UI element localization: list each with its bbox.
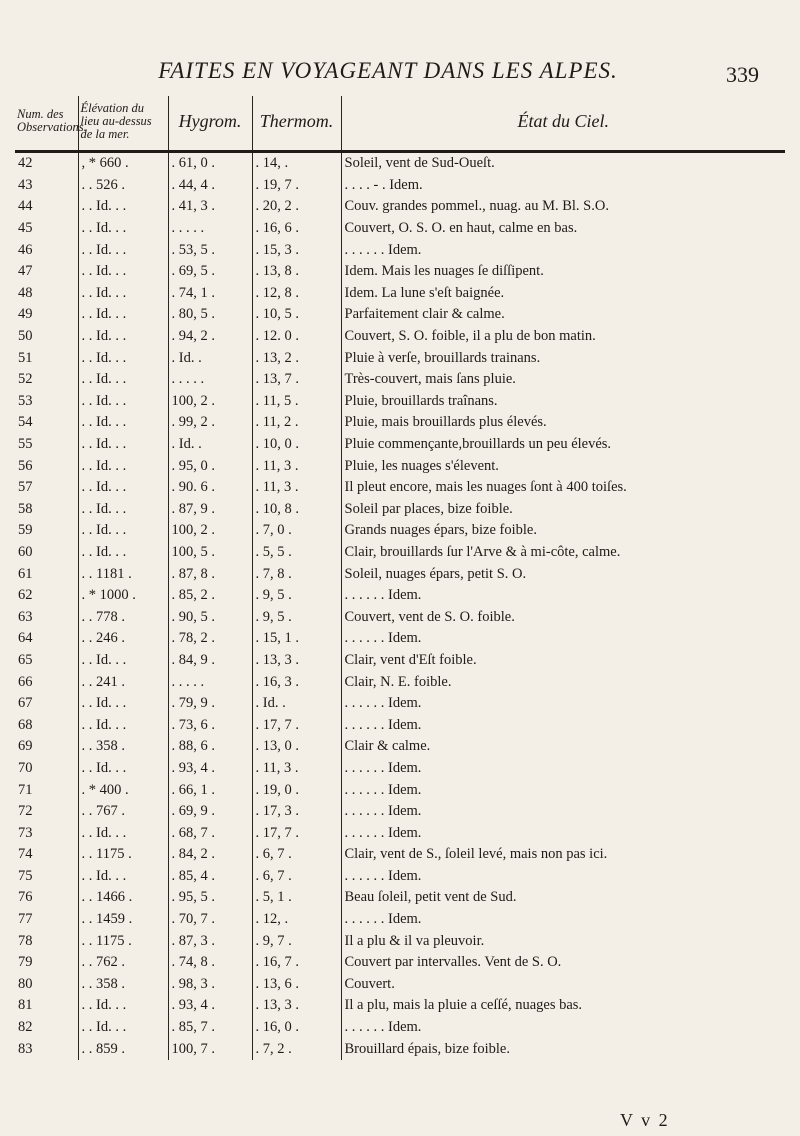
cell-sky-state: Couvert, vent de S. O. foible.	[341, 606, 785, 628]
cell-elevation: . . 1175 .	[78, 930, 168, 952]
cell-observation-number: 56	[18, 457, 33, 474]
cell-sky-state: . . . . . . Idem.	[341, 1017, 785, 1039]
table-row	[15, 974, 785, 996]
table-row	[15, 542, 785, 564]
table-row	[15, 347, 785, 369]
table-row	[15, 369, 785, 391]
table-row	[15, 952, 785, 974]
cell-thermometer: . 12, 8 .	[252, 283, 341, 305]
cell-sky-state: . . . . . . Idem.	[341, 801, 785, 823]
cell-hygrometer: . 87, 9 .	[168, 499, 252, 521]
cell-sky-state: Clair, vent de S., ſoleil levé, mais non pas ici.	[341, 844, 785, 866]
table-row	[15, 866, 785, 888]
cell-sky-state: . . . . . . Idem.	[341, 779, 785, 801]
table-row	[15, 434, 785, 456]
table-row	[15, 714, 785, 736]
cell-sky-state: . . . . . . Idem.	[341, 628, 785, 650]
cell-observation-number: 62	[18, 587, 33, 604]
cell-hygrometer: . 80, 5 .	[168, 304, 252, 326]
cell-sky-state: Idem. La lune s'eſt baignée.	[341, 283, 785, 305]
cell-elevation: . . Id. . .	[78, 304, 168, 326]
table-row	[15, 801, 785, 823]
cell-sky-state: . . . . . . Idem.	[341, 239, 785, 261]
cell-hygrometer: . 69, 9 .	[168, 801, 252, 823]
cell-observation-number: 77	[18, 911, 33, 928]
cell-elevation: . . Id. . .	[78, 542, 168, 564]
cell-elevation: . . 246 .	[78, 628, 168, 650]
cell-hygrometer: . 88, 6 .	[168, 736, 252, 758]
cell-elevation: . . Id. . .	[78, 520, 168, 542]
table-row	[15, 477, 785, 499]
cell-observation-number: 78	[18, 932, 33, 949]
cell-thermometer: . 7, 0 .	[252, 520, 341, 542]
table-row	[15, 152, 785, 175]
cell-thermometer: . 10, 8 .	[252, 499, 341, 521]
cell-elevation: . . Id. . .	[78, 218, 168, 240]
cell-hygrometer: . 66, 1 .	[168, 779, 252, 801]
cell-observation-number: 45	[18, 220, 33, 237]
cell-sky-state: Il a plu, mais la pluie a ceſſé, nuages bas.	[341, 995, 785, 1017]
cell-sky-state: Clair, N. E. foible.	[341, 671, 785, 693]
cell-hygrometer: . 93, 4 .	[168, 995, 252, 1017]
cell-thermometer: . 17, 3 .	[252, 801, 341, 823]
cell-elevation: . . Id. . .	[78, 499, 168, 521]
cell-hygrometer: . 69, 5 .	[168, 261, 252, 283]
cell-thermometer: . 17, 7 .	[252, 714, 341, 736]
cell-hygrometer: 100, 2 .	[168, 520, 252, 542]
cell-thermometer: . 5, 5 .	[252, 542, 341, 564]
cell-sky-state: Clair & calme.	[341, 736, 785, 758]
cell-observation-number: 82	[18, 1019, 33, 1036]
table-row	[15, 779, 785, 801]
cell-observation-number: 70	[18, 759, 33, 776]
cell-sky-state: . . . . . . Idem.	[341, 909, 785, 931]
cell-observation-number: 47	[18, 263, 33, 280]
cell-elevation: . . Id. . .	[78, 650, 168, 672]
cell-thermometer: . 13, 8 .	[252, 261, 341, 283]
table-row	[15, 304, 785, 326]
table-row	[15, 326, 785, 348]
col-header-elevation: Élévation du lieu au-dessus de la mer.	[78, 96, 168, 152]
cell-thermometer: . 13, 3 .	[252, 995, 341, 1017]
cell-hygrometer: . 74, 1 .	[168, 283, 252, 305]
cell-elevation: . . Id. . .	[78, 283, 168, 305]
cell-elevation: . . Id. . .	[78, 758, 168, 780]
cell-elevation: . . Id. . .	[78, 693, 168, 715]
table-row	[15, 887, 785, 909]
cell-hygrometer: . 99, 2 .	[168, 412, 252, 434]
cell-hygrometer: . 90, 5 .	[168, 606, 252, 628]
cell-elevation: . . 1175 .	[78, 844, 168, 866]
cell-observation-number: 54	[18, 414, 33, 431]
cell-thermometer: . 11, 2 .	[252, 412, 341, 434]
cell-observation-number: 58	[18, 500, 33, 517]
cell-sky-state: Soleil, vent de Sud-Oueſt.	[341, 152, 785, 175]
cell-thermometer: . 7, 8 .	[252, 563, 341, 585]
cell-elevation: . * 1000 .	[78, 585, 168, 607]
cell-hygrometer: 100, 2 .	[168, 391, 252, 413]
cell-observation-number: 69	[18, 738, 33, 755]
table-row	[15, 412, 785, 434]
cell-observation-number: 79	[18, 954, 33, 971]
table-row	[15, 909, 785, 931]
cell-hygrometer: . 85, 7 .	[168, 1017, 252, 1039]
cell-observation-number: 61	[18, 565, 33, 582]
cell-hygrometer: . 87, 8 .	[168, 563, 252, 585]
cell-elevation: . . Id. . .	[78, 347, 168, 369]
cell-hygrometer: . 74, 8 .	[168, 952, 252, 974]
cell-hygrometer: . . . . .	[168, 671, 252, 693]
cell-sky-state: Soleil par places, bize foible.	[341, 499, 785, 521]
cell-observation-number: 65	[18, 651, 33, 668]
cell-hygrometer: . 98, 3 .	[168, 974, 252, 996]
cell-observation-number: 51	[18, 349, 33, 366]
table-row	[15, 196, 785, 218]
cell-thermometer: . 15, 3 .	[252, 239, 341, 261]
cell-thermometer: . Id. .	[252, 693, 341, 715]
cell-sky-state: Pluie commençante,brouillards un peu élevés.	[341, 434, 785, 456]
cell-elevation: . . Id. . .	[78, 714, 168, 736]
cell-hygrometer: . 87, 3 .	[168, 930, 252, 952]
cell-sky-state: Clair, brouillards ſur l'Arve & à mi-côte, calme.	[341, 542, 785, 564]
cell-elevation: . . 358 .	[78, 736, 168, 758]
table-header-row	[15, 96, 785, 152]
cell-sky-state: . . . . - . Idem.	[341, 175, 785, 197]
cell-thermometer: . 11, 3 .	[252, 455, 341, 477]
cell-observation-number: 71	[18, 781, 33, 798]
cell-thermometer: . 17, 7 .	[252, 822, 341, 844]
cell-sky-state: Beau ſoleil, petit vent de Sud.	[341, 887, 785, 909]
cell-sky-state: Pluie à verſe, brouillards trainans.	[341, 347, 785, 369]
cell-hygrometer: . 85, 4 .	[168, 866, 252, 888]
cell-hygrometer: . 68, 7 .	[168, 822, 252, 844]
cell-elevation: . . Id. . .	[78, 995, 168, 1017]
table-row	[15, 650, 785, 672]
cell-elevation: . . Id. . .	[78, 326, 168, 348]
cell-thermometer: . 6, 7 .	[252, 866, 341, 888]
cell-thermometer: . 9, 7 .	[252, 930, 341, 952]
cell-elevation: . . 762 .	[78, 952, 168, 974]
cell-hygrometer: 100, 5 .	[168, 542, 252, 564]
table-row	[15, 283, 785, 305]
cell-hygrometer: . 90. 6 .	[168, 477, 252, 499]
cell-hygrometer: . 61, 0 .	[168, 152, 252, 175]
cell-sky-state: . . . . . . Idem.	[341, 822, 785, 844]
cell-elevation: . . Id. . .	[78, 822, 168, 844]
cell-thermometer: . 16, 3 .	[252, 671, 341, 693]
col-header-thermometer: Thermom.	[252, 96, 341, 152]
cell-thermometer: . 19, 7 .	[252, 175, 341, 197]
cell-observation-number: 49	[18, 306, 33, 323]
cell-sky-state: Brouillard épais, bize foible.	[341, 1038, 785, 1060]
cell-observation-number: 81	[18, 997, 33, 1014]
cell-observation-number: 53	[18, 392, 33, 409]
table-row	[15, 1017, 785, 1039]
cell-thermometer: . 13, 3 .	[252, 650, 341, 672]
cell-hygrometer: 100, 7 .	[168, 1038, 252, 1060]
cell-elevation: . . Id. . .	[78, 261, 168, 283]
table-row	[15, 844, 785, 866]
cell-observation-number: 46	[18, 241, 33, 258]
cell-sky-state: . . . . . . Idem.	[341, 693, 785, 715]
cell-hygrometer: . Id. .	[168, 434, 252, 456]
cell-hygrometer: . 79, 9 .	[168, 693, 252, 715]
cell-elevation: . . 1459 .	[78, 909, 168, 931]
cell-thermometer: . 10, 0 .	[252, 434, 341, 456]
cell-hygrometer: . 70, 7 .	[168, 909, 252, 931]
cell-thermometer: . 10, 5 .	[252, 304, 341, 326]
cell-observation-number: 52	[18, 371, 33, 388]
cell-thermometer: . 16, 6 .	[252, 218, 341, 240]
table-row	[15, 218, 785, 240]
cell-observation-number: 59	[18, 522, 33, 539]
cell-thermometer: . 13, 2 .	[252, 347, 341, 369]
cell-elevation: . * 400 .	[78, 779, 168, 801]
table-row	[15, 499, 785, 521]
cell-thermometer: . 16, 7 .	[252, 952, 341, 974]
cell-observation-number: 76	[18, 889, 33, 906]
cell-hygrometer: . Id. .	[168, 347, 252, 369]
cell-sky-state: Clair, vent d'Eſt foible.	[341, 650, 785, 672]
cell-elevation: . . 778 .	[78, 606, 168, 628]
table-row	[15, 455, 785, 477]
cell-thermometer: . 9, 5 .	[252, 606, 341, 628]
cell-observation-number: 63	[18, 608, 33, 625]
cell-observation-number: 48	[18, 284, 33, 301]
cell-sky-state: Soleil, nuages épars, petit S. O.	[341, 563, 785, 585]
table-row	[15, 239, 785, 261]
cell-observation-number: 68	[18, 716, 33, 733]
cell-hygrometer: . 84, 2 .	[168, 844, 252, 866]
cell-thermometer: . 14, .	[252, 152, 341, 175]
table-row	[15, 995, 785, 1017]
cell-sky-state: . . . . . . Idem.	[341, 866, 785, 888]
cell-sky-state: Idem. Mais les nuages ſe diſſipent.	[341, 261, 785, 283]
cell-elevation: . . 859 .	[78, 1038, 168, 1060]
cell-hygrometer: . 44, 4 .	[168, 175, 252, 197]
cell-hygrometer: . 95, 0 .	[168, 455, 252, 477]
cell-elevation: . . Id. . .	[78, 196, 168, 218]
cell-sky-state: . . . . . . Idem.	[341, 585, 785, 607]
cell-sky-state: Couvert, O. S. O. en haut, calme en bas.	[341, 218, 785, 240]
cell-observation-number: 66	[18, 673, 33, 690]
table-row	[15, 1038, 785, 1060]
table-row	[15, 822, 785, 844]
cell-sky-state: Grands nuages épars, bize foible.	[341, 520, 785, 542]
cell-sky-state: Pluie, les nuages s'élevent.	[341, 455, 785, 477]
cell-observation-number: 55	[18, 436, 33, 453]
cell-thermometer: . 9, 5 .	[252, 585, 341, 607]
table-row	[15, 563, 785, 585]
table-row	[15, 175, 785, 197]
table-row	[15, 693, 785, 715]
cell-hygrometer: . 94, 2 .	[168, 326, 252, 348]
cell-sky-state: Couvert, S. O. foible, il a plu de bon matin.	[341, 326, 785, 348]
cell-hygrometer: . 78, 2 .	[168, 628, 252, 650]
table-row	[15, 391, 785, 413]
cell-hygrometer: . 95, 5 .	[168, 887, 252, 909]
col-header-sky-state: État du Ciel.	[341, 96, 785, 152]
cell-elevation: . . Id. . .	[78, 239, 168, 261]
col-header-number: Num. des Observations.	[15, 96, 78, 152]
page-number: 339	[726, 62, 759, 87]
table-row	[15, 585, 785, 607]
cell-elevation: . . Id. . .	[78, 434, 168, 456]
cell-thermometer: . 20, 2 .	[252, 196, 341, 218]
cell-elevation: . . Id. . .	[78, 1017, 168, 1039]
cell-elevation: . . Id. . .	[78, 412, 168, 434]
cell-sky-state: Couv. grandes pommel., nuag. au M. Bl. S.O.	[341, 196, 785, 218]
cell-thermometer: . 6, 7 .	[252, 844, 341, 866]
cell-elevation: . . 1181 .	[78, 563, 168, 585]
cell-sky-state: Très-couvert, mais ſans pluie.	[341, 369, 785, 391]
cell-sky-state: Pluie, mais brouillards plus élevés.	[341, 412, 785, 434]
cell-thermometer: . 19, 0 .	[252, 779, 341, 801]
table-row	[15, 736, 785, 758]
running-title: FAITES EN VOYAGEANT DANS LES ALPES.	[158, 58, 618, 83]
cell-hygrometer: . . . . .	[168, 369, 252, 391]
cell-sky-state: Couvert par intervalles. Vent de S. O.	[341, 952, 785, 974]
col-header-hygrometer: Hygrom.	[168, 96, 252, 152]
cell-elevation: . . Id. . .	[78, 455, 168, 477]
cell-thermometer: . 15, 1 .	[252, 628, 341, 650]
cell-elevation: . . Id. . .	[78, 369, 168, 391]
cell-hygrometer: . 41, 3 .	[168, 196, 252, 218]
cell-observation-number: 50	[18, 328, 33, 345]
table-row	[15, 520, 785, 542]
cell-elevation: , * 660 .	[78, 152, 168, 175]
cell-elevation: . . 1466 .	[78, 887, 168, 909]
table-row	[15, 758, 785, 780]
cell-observation-number: 67	[18, 695, 33, 712]
cell-thermometer: . 5, 1 .	[252, 887, 341, 909]
cell-thermometer: . 11, 3 .	[252, 758, 341, 780]
cell-thermometer: . 13, 0 .	[252, 736, 341, 758]
cell-sky-state: Il pleut encore, mais les nuages ſont à 400 toiſes.	[341, 477, 785, 499]
cell-thermometer: . 13, 6 .	[252, 974, 341, 996]
cell-sky-state: Pluie, brouillards traînans.	[341, 391, 785, 413]
cell-hygrometer: . 85, 2 .	[168, 585, 252, 607]
cell-observation-number: 42	[18, 155, 33, 172]
cell-elevation: . . 767 .	[78, 801, 168, 823]
cell-elevation: . . Id. . .	[78, 391, 168, 413]
cell-observation-number: 60	[18, 543, 33, 560]
cell-sky-state: Couvert.	[341, 974, 785, 996]
cell-thermometer: . 11, 3 .	[252, 477, 341, 499]
cell-elevation: . . 526 .	[78, 175, 168, 197]
cell-sky-state: Parfaitement clair & calme.	[341, 304, 785, 326]
table-row	[15, 930, 785, 952]
cell-elevation: . . Id. . .	[78, 866, 168, 888]
cell-elevation: . . 358 .	[78, 974, 168, 996]
cell-thermometer: . 16, 0 .	[252, 1017, 341, 1039]
cell-sky-state: . . . . . . Idem.	[341, 714, 785, 736]
cell-observation-number: 75	[18, 867, 33, 884]
cell-sky-state: . . . . . . Idem.	[341, 758, 785, 780]
cell-observation-number: 73	[18, 824, 33, 841]
cell-elevation: . . Id. . .	[78, 477, 168, 499]
cell-observation-number: 57	[18, 479, 33, 496]
table-row	[15, 606, 785, 628]
cell-thermometer: . 13, 7 .	[252, 369, 341, 391]
cell-hygrometer: . 93, 4 .	[168, 758, 252, 780]
cell-sky-state: Il a plu & il va pleuvoir.	[341, 930, 785, 952]
cell-hygrometer: . . . . .	[168, 218, 252, 240]
table-row	[15, 671, 785, 693]
catchword: V v 2	[620, 1110, 670, 1130]
cell-observation-number: 74	[18, 846, 33, 863]
cell-observation-number: 72	[18, 803, 33, 820]
cell-thermometer: . 12. 0 .	[252, 326, 341, 348]
observations-body	[15, 152, 785, 1060]
table-row	[15, 628, 785, 650]
cell-observation-number: 43	[18, 176, 33, 193]
cell-observation-number: 83	[18, 1040, 33, 1057]
cell-observation-number: 80	[18, 975, 33, 992]
cell-observation-number: 64	[18, 630, 33, 647]
cell-hygrometer: . 53, 5 .	[168, 239, 252, 261]
cell-thermometer: . 7, 2 .	[252, 1038, 341, 1060]
cell-thermometer: . 12, .	[252, 909, 341, 931]
cell-thermometer: . 11, 5 .	[252, 391, 341, 413]
cell-hygrometer: . 73, 6 .	[168, 714, 252, 736]
cell-hygrometer: . 84, 9 .	[168, 650, 252, 672]
cell-observation-number: 44	[18, 198, 33, 215]
table-row	[15, 261, 785, 283]
cell-elevation: . . 241 .	[78, 671, 168, 693]
observations-table	[15, 96, 785, 1060]
